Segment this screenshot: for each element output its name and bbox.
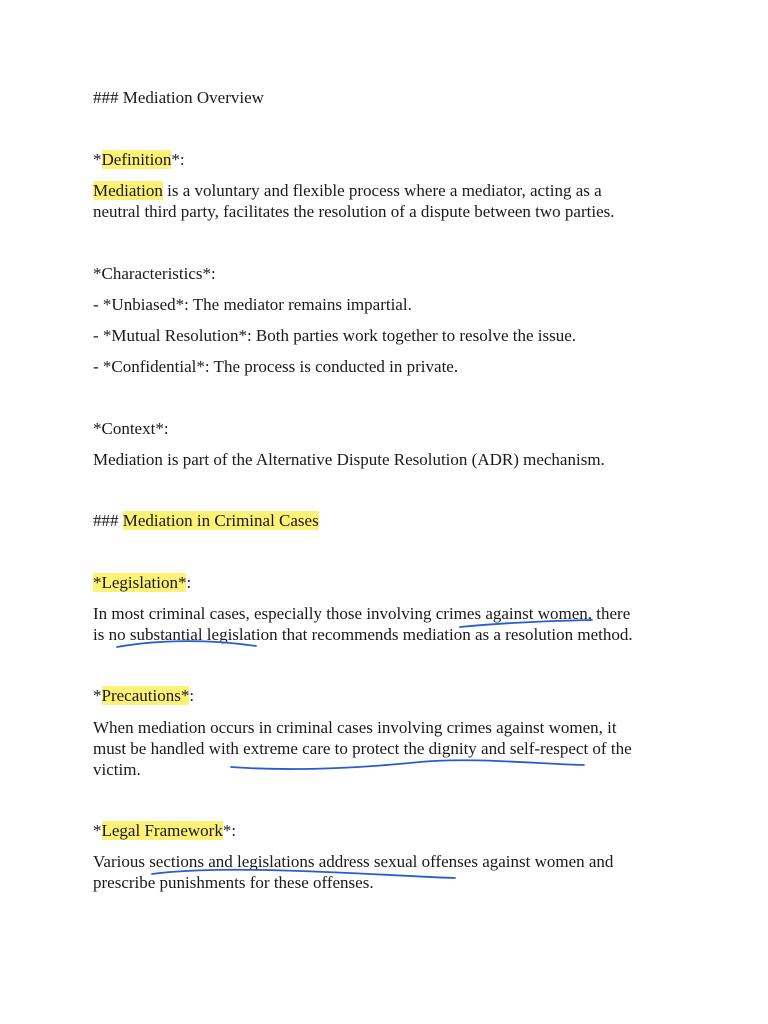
definition-label: *Definition*: xyxy=(93,150,185,169)
precautions-line-2: must be handled with extreme care to protect the dignity and self-respect of the xyxy=(93,739,632,758)
precautions-line-3: victim. xyxy=(93,760,141,779)
highlighted-label: *Legislation* xyxy=(93,573,187,592)
legislation-line-1: In most criminal cases, especially those involving crimes against women, there xyxy=(93,604,631,623)
heading-marker: ### xyxy=(93,88,123,107)
precautions-line-1: When mediation occurs in criminal cases involving crimes against women, it xyxy=(93,718,617,737)
pen-underline xyxy=(231,760,584,769)
overview-heading xyxy=(93,87,264,108)
legal-framework-line-1: Various sections and legislations address sexual offenses against women and xyxy=(93,852,614,871)
legal-framework-label: *Legal Framework*: xyxy=(93,821,237,840)
highlighted-heading-title: Mediation in Criminal Cases xyxy=(122,511,319,530)
precautions-label: *Precautions*: xyxy=(93,686,195,705)
highlighted-label: Precautions* xyxy=(101,686,190,705)
legislation-label: *Legislation*: xyxy=(93,573,192,592)
definition-line-2: neutral third party, facilitates the resolution of a dispute between two parties. xyxy=(93,202,615,221)
heading-marker: ### xyxy=(93,511,123,530)
heading-title: Mediation Overview xyxy=(122,88,264,107)
characteristic-item: - *Confidential*: The process is conducted in private. xyxy=(93,357,459,376)
characteristic-item: - *Unbiased*: The mediator remains impartial. xyxy=(93,295,412,314)
definition-line-1 xyxy=(93,180,602,201)
criminal-heading xyxy=(93,510,319,531)
highlighted-term: Mediation xyxy=(93,181,163,200)
highlighted-label: Definition xyxy=(101,150,172,169)
definition-text: is a voluntary and flexible process where a mediator, acting as a xyxy=(167,181,602,200)
legal-framework-line-2: prescribe punishments for these offenses. xyxy=(93,873,374,892)
context-label: *Context*: xyxy=(93,419,169,438)
characteristic-item: - *Mutual Resolution*: Both parties work together to resolve the issue. xyxy=(93,326,577,345)
characteristics-label: *Characteristics*: xyxy=(93,264,216,283)
context-text: Mediation is part of the Alternative Dispute Resolution (ADR) mechanism. xyxy=(93,450,605,469)
highlighted-label: Legal Framework xyxy=(101,821,223,840)
legislation-line-2: is no substantial legislation that recommends mediation as a resolution method. xyxy=(93,625,633,644)
